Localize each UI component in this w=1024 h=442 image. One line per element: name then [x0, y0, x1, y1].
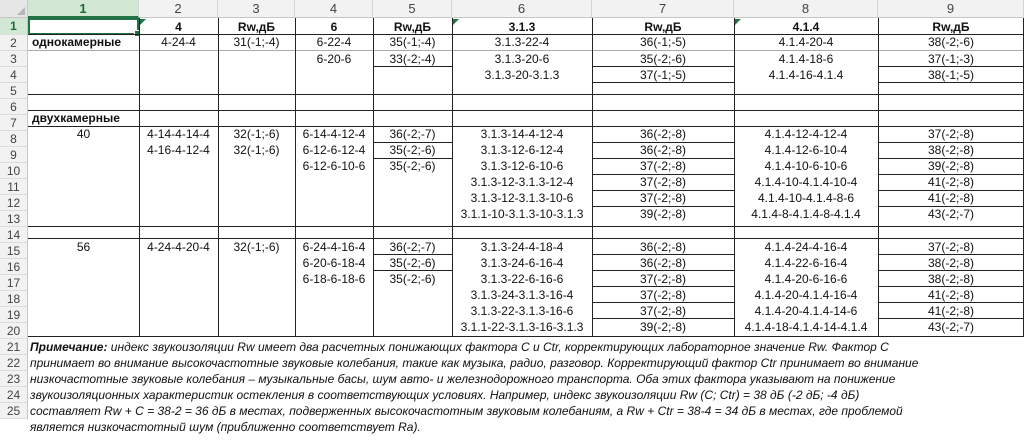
column-header-8[interactable]: 8 [734, 0, 878, 18]
table-cell[interactable]: 4.1.4-20-4.1.4-14-6 [754, 304, 858, 318]
select-all-corner[interactable] [0, 0, 28, 18]
column-header-4[interactable]: 4 [295, 0, 373, 18]
section-label-single-chamber[interactable]: однокамерные [32, 35, 122, 49]
row-header-20[interactable]: 20 [0, 323, 28, 339]
group-label-56[interactable]: 56 [76, 240, 91, 254]
table-cell[interactable]: 4.1.4-8-4.1.4-8-4.1.4 [751, 207, 861, 221]
header-cell-313[interactable]: 3.1.3 [508, 20, 536, 34]
table-cell[interactable]: 37(-2;-8) [639, 304, 686, 318]
column-header-5[interactable]: 5 [373, 0, 452, 18]
table-cell[interactable]: 37(-2;-8) [639, 288, 686, 302]
row-header-6[interactable]: 6 [0, 99, 28, 115]
table-cell[interactable]: 39(-2;-8) [639, 320, 686, 334]
table-cell[interactable]: 35(-1;-4) [389, 35, 436, 49]
row-header-17[interactable]: 17 [0, 275, 28, 291]
row-header-23[interactable]: 23 [0, 371, 28, 387]
table-cell[interactable]: 35(-2;-6) [639, 52, 686, 66]
row-header-10[interactable]: 10 [0, 163, 28, 179]
table-cell[interactable]: 4.1.4-18-4.1.4-14-4.1.4 [744, 320, 868, 334]
row-header-12[interactable]: 12 [0, 195, 28, 211]
table-cell[interactable]: 4.1.4-20-4.1.4-16-4 [754, 288, 858, 302]
header-cell-rw[interactable]: Rw,дБ [393, 20, 432, 34]
table-cell[interactable]: 39(-2;-8) [927, 159, 974, 173]
note-text: индекс звукоизоляции Rw имеет два расчетных понижающих фактора С и Ctr, корректирующих лабораторное значение Rw. Фактор С [107, 340, 889, 354]
table-cell[interactable]: 4.1.4-10-6-10-6 [764, 159, 848, 173]
active-cell-selection[interactable] [28, 18, 139, 35]
table-cell[interactable]: 37(-2;-8) [639, 175, 686, 189]
row-header-22[interactable]: 22 [0, 355, 28, 371]
table-cell[interactable]: 4.1.4-10-4.1.4-8-6 [757, 191, 855, 205]
note-title: Примечание: [30, 340, 108, 354]
table-cell[interactable]: 38(-2;-6) [927, 35, 974, 49]
column-header-7[interactable]: 7 [592, 0, 734, 18]
table-cell[interactable]: 4.1.4-12-4-12-4 [764, 127, 848, 141]
table-cell[interactable]: 4-24-4 [161, 35, 196, 49]
table-cell[interactable]: 3.1.1-10-3.1.3-10-3.1.3 [460, 207, 584, 221]
table-cell[interactable]: 3.1.3-12-3.1.3-10-6 [470, 191, 574, 205]
header-cell-6[interactable]: 6 [330, 20, 338, 34]
row-header-2[interactable]: 2 [0, 35, 28, 51]
row-header-3[interactable]: 3 [0, 51, 28, 67]
header-cell-rw[interactable]: Rw,дБ [932, 20, 970, 34]
table-cell[interactable]: 37(-1;-5) [639, 68, 686, 82]
table-cell[interactable]: 4.1.4-22-6-16-4 [764, 256, 848, 270]
table-cell[interactable]: 6-12-6-10-6 [302, 159, 366, 173]
table-cell[interactable]: 37(-2;-8) [927, 240, 974, 254]
table-cell[interactable]: 4.1.4-10-4.1.4-10-4 [754, 175, 858, 189]
table-cell[interactable]: 38(-2;-8) [927, 143, 974, 157]
table-cell[interactable]: 4.1.4-20-6-16-6 [764, 272, 848, 286]
row-header-9[interactable]: 9 [0, 147, 28, 163]
table-cell[interactable]: 41(-2;-8) [927, 191, 974, 205]
table-cell[interactable]: 43(-2;-7) [927, 207, 974, 221]
row-header-14[interactable]: 14 [0, 227, 28, 243]
row-header-21[interactable]: 21 [0, 339, 28, 355]
table-cell[interactable]: 36(-2;-8) [639, 256, 686, 270]
note-line-2[interactable]: принимает во внимание высокочастотные звуковые колебания, такие как музыка, радио, разговор. Корректирующий фактор Ctr принимает во внимание [30, 356, 919, 370]
table-cell[interactable]: 3.1.3-12-3.1.3-12-4 [470, 175, 574, 189]
table-cell[interactable]: 6-18-6-18-6 [302, 272, 366, 286]
table-cell[interactable]: 4-14-4-14-4 [147, 127, 210, 141]
row-header-18[interactable]: 18 [0, 291, 28, 307]
row-header-5[interactable]: 5 [0, 83, 28, 99]
table-cell[interactable]: 36(-1;-5) [639, 35, 686, 49]
row-header-15[interactable]: 15 [0, 243, 28, 259]
row-header-4[interactable]: 4 [0, 67, 28, 83]
table-cell[interactable]: 4-16-4-12-4 [147, 143, 210, 157]
note-line-4[interactable]: звукоизоляционных характеристик остекления в соответствующих условиях. Например, индекс звукоизоляции Rw (C; Ctr) = 38 дБ (-2 дБ; -4 дБ) [30, 388, 860, 402]
column-header-9[interactable]: 9 [878, 0, 1024, 18]
header-cell-rw[interactable]: Rw,дБ [644, 20, 682, 34]
header-cell-rw[interactable]: Rw,дБ [237, 20, 276, 34]
table-cell[interactable]: 6-14-4-12-4 [302, 127, 366, 141]
note-line-1[interactable] [30, 339, 889, 355]
table-cell[interactable]: 41(-2;-8) [927, 304, 974, 318]
table-cell[interactable]: 4.1.4-16-4.1.4 [768, 68, 844, 82]
table-cell[interactable]: 3.1.3-24-6-16-4 [480, 256, 564, 270]
table-cell[interactable]: 43(-2;-7) [927, 320, 974, 334]
table-cell[interactable]: 6-12-6-12-4 [302, 143, 366, 157]
note-line-3[interactable]: низкочастотные звуковые колебания – музыкальные басы, шум авто- и железнодорожного транспорта. Оба этих фактора указывают на понижение [30, 372, 896, 386]
table-cell[interactable]: 4.1.4-12-6-10-4 [764, 143, 848, 157]
table-cell[interactable]: 37(-2;-8) [927, 127, 974, 141]
table-cell[interactable]: 35(-2;-6) [389, 256, 436, 270]
table-cell[interactable]: 36(-2;-8) [639, 127, 686, 141]
row-header-24[interactable]: 24 [0, 387, 28, 403]
table-cell[interactable]: 3.1.3-12-6-10-6 [480, 159, 564, 173]
table-cell[interactable]: 3.1.3-24-4-18-4 [480, 240, 564, 254]
row-header-19[interactable]: 19 [0, 307, 28, 323]
table-cell[interactable]: 31(-1;-4) [233, 35, 280, 49]
section-label-double-chamber[interactable]: двухкамерные [32, 111, 120, 125]
table-cell[interactable]: 6-22-4 [316, 35, 352, 49]
row-header-25[interactable]: 25 [0, 403, 28, 419]
table-cell[interactable]: 33(-2;-4) [389, 52, 436, 66]
table-cell[interactable]: 6-24-4-16-4 [302, 240, 366, 254]
table-cell[interactable]: 39(-2;-8) [639, 207, 686, 221]
table-cell[interactable]: 3.1.3-22-6-16-6 [480, 272, 564, 286]
table-cell[interactable]: 37(-2;-8) [639, 272, 686, 286]
row-header-11[interactable]: 11 [0, 179, 28, 195]
table-cell[interactable]: 36(-2;-7) [389, 240, 436, 254]
row-header-7[interactable]: 7 [0, 115, 28, 131]
table-cell[interactable]: 37(-2;-8) [639, 159, 686, 173]
header-cell-414[interactable]: 4.1.4 [792, 20, 820, 34]
table-cell[interactable]: 36(-2;-8) [639, 143, 686, 157]
column-header-6[interactable]: 6 [452, 0, 592, 18]
table-cell[interactable]: 38(-2;-8) [927, 272, 974, 286]
column-header-3[interactable]: 3 [218, 0, 295, 18]
table-cell[interactable]: 3.1.3-22-4 [494, 35, 550, 49]
table-cell[interactable]: 35(-2;-6) [389, 143, 436, 157]
table-cell[interactable]: 3.1.3-20-3.1.3 [484, 68, 560, 82]
table-cell[interactable]: 6-20-6 [316, 52, 352, 66]
table-cell[interactable]: 3.1.3-14-4-12-4 [480, 127, 564, 141]
note-line-6[interactable]: является низкочастотный шум (приближенно соответствует Ra). [30, 420, 421, 434]
row-header-13[interactable]: 13 [0, 211, 28, 227]
column-header-2[interactable]: 2 [139, 0, 218, 18]
table-cell[interactable]: 37(-1;-3) [927, 52, 974, 66]
table-cell[interactable]: 41(-2;-8) [927, 288, 974, 302]
table-cell[interactable]: 3.1.3-12-6-12-4 [480, 143, 564, 157]
table-cell[interactable]: 41(-2;-8) [927, 175, 974, 189]
table-cell[interactable]: 32(-1;-6) [233, 143, 280, 157]
table-cell[interactable]: 3.1.3-20-6 [494, 52, 550, 66]
table-cell[interactable]: 3.1.3-22-3.1.3-16-6 [470, 304, 574, 318]
row-header-16[interactable]: 16 [0, 259, 28, 275]
note-line-5[interactable]: составляет Rw + C = 38-2 = 36 дБ в местах, подверженных высокочастотным звуковым колебаниям, а Rw + Ctr = 38-4 = 34 дБ в местах, где проблемой [30, 404, 903, 418]
row-header-8[interactable]: 8 [0, 131, 28, 147]
table-cell[interactable]: 32(-1;-6) [233, 240, 280, 254]
table-cell[interactable]: 4-24-4-20-4 [147, 240, 210, 254]
group-label-40[interactable]: 40 [76, 127, 91, 141]
table-cell[interactable]: 4.1.4-20-4 [778, 35, 834, 49]
table-cell[interactable]: 4.1.4-18-6 [778, 52, 834, 66]
table-cell[interactable]: 35(-2;-6) [389, 159, 436, 173]
table-cell[interactable]: 32(-1;-6) [233, 127, 280, 141]
table-cell[interactable]: 3.1.1-22-3.1.3-16-3.1.3 [460, 320, 584, 334]
table-cell[interactable]: 38(-2;-8) [927, 256, 974, 270]
header-cell-4[interactable]: 4 [175, 20, 182, 34]
table-cell[interactable]: 6-20-6-18-4 [302, 256, 366, 270]
table-cell[interactable]: 36(-2;-8) [639, 240, 686, 254]
row-header-1[interactable]: 1 [0, 18, 28, 35]
table-cell[interactable]: 36(-2;-7) [389, 127, 436, 141]
table-cell[interactable]: 4.1.4-24-4-16-4 [764, 240, 848, 254]
table-cell[interactable]: 3.1.3-24-3.1.3-16-4 [470, 288, 574, 302]
table-cell[interactable]: 35(-2;-6) [389, 272, 436, 286]
column-header-1[interactable]: 1 [28, 0, 139, 18]
table-cell[interactable]: 38(-1;-5) [927, 68, 974, 82]
table-cell[interactable]: 37(-2;-8) [639, 191, 686, 205]
